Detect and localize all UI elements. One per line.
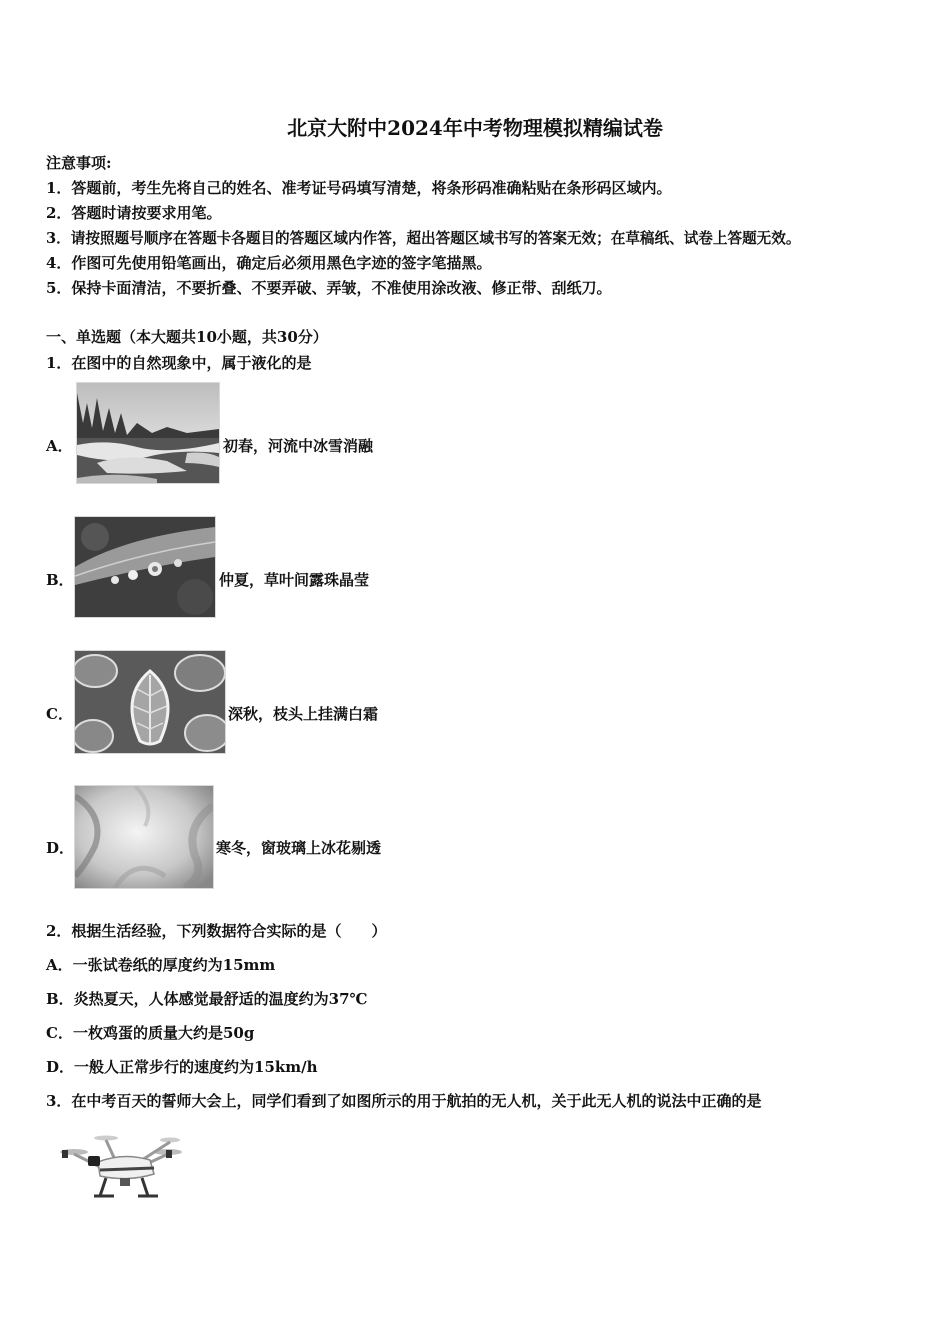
q1-option-b-text: 仲夏，草叶间露珠晶莹 [219, 571, 370, 589]
q1-option-d-text: 寒冬，窗玻璃上冰花剔透 [216, 839, 382, 857]
q2-option-c: C．一枚鸡蛋的质量大约是50g [46, 1024, 255, 1042]
notes-item-3: 3．请按照题号顺序在答题卡各题目的答题区域内作答，超出答题区域书写的答案无效；在草稿纸、试卷上答题无效。 [46, 230, 801, 247]
q2-option-d: D．一般人正常步行的速度约为15km/h [46, 1058, 318, 1076]
notes-heading: 注意事项: [46, 154, 112, 172]
q2-option-a: A．一张试卷纸的厚度约为15mm [46, 956, 276, 974]
notes-item-5: 5．保持卡面清洁，不要折叠、不要弄破、弄皱，不准使用涂改液、修正带、刮纸刀。 [46, 279, 612, 297]
notes-item-2: 2．答题时请按要求用笔。 [46, 204, 222, 222]
q3-stem: 3．在中考百天的誓师大会上，同学们看到了如图所示的用于航拍的无人机，关于此无人机的说法中正确的是 [46, 1092, 762, 1110]
ice-window-image [74, 785, 214, 889]
q1-option-a-text: 初春，河流中冰雪消融 [223, 437, 374, 455]
q1-option-b-label: B． [46, 571, 74, 589]
q1-option-c-text: 深秋，枝头上挂满白霜 [228, 705, 379, 723]
page-title: 北京大附中2024年中考物理模拟精编试卷 [287, 116, 663, 140]
q1-option-a-label: A． [46, 437, 73, 455]
q2-option-b: B．炎热夏天，人体感觉最舒适的温度约为37℃ [46, 990, 368, 1008]
q1-stem: 1．在图中的自然现象中，属于液化的是 [46, 354, 312, 372]
q1-option-d-label: D． [46, 839, 75, 857]
section-heading: 一、单选题（本大题共10小题，共30分） [46, 328, 328, 346]
q2-stem: 2．根据生活经验，下列数据符合实际的是（ ） [46, 922, 387, 940]
notes-item-4: 4．作图可先使用铅笔画出，确定后必须用黑色字迹的签字笔描黑。 [46, 254, 492, 272]
notes-item-1: 1．答题前，考生先将自己的姓名、准考证号码填写清楚，将条形码准确粘贴在条形码区域内。 [46, 179, 672, 197]
q1-option-c-label: C． [46, 705, 73, 723]
drone-image [58, 1130, 184, 1202]
dew-leaf-image [74, 516, 216, 618]
frost-leaves-image [74, 650, 226, 754]
river-ice-image [76, 382, 220, 484]
